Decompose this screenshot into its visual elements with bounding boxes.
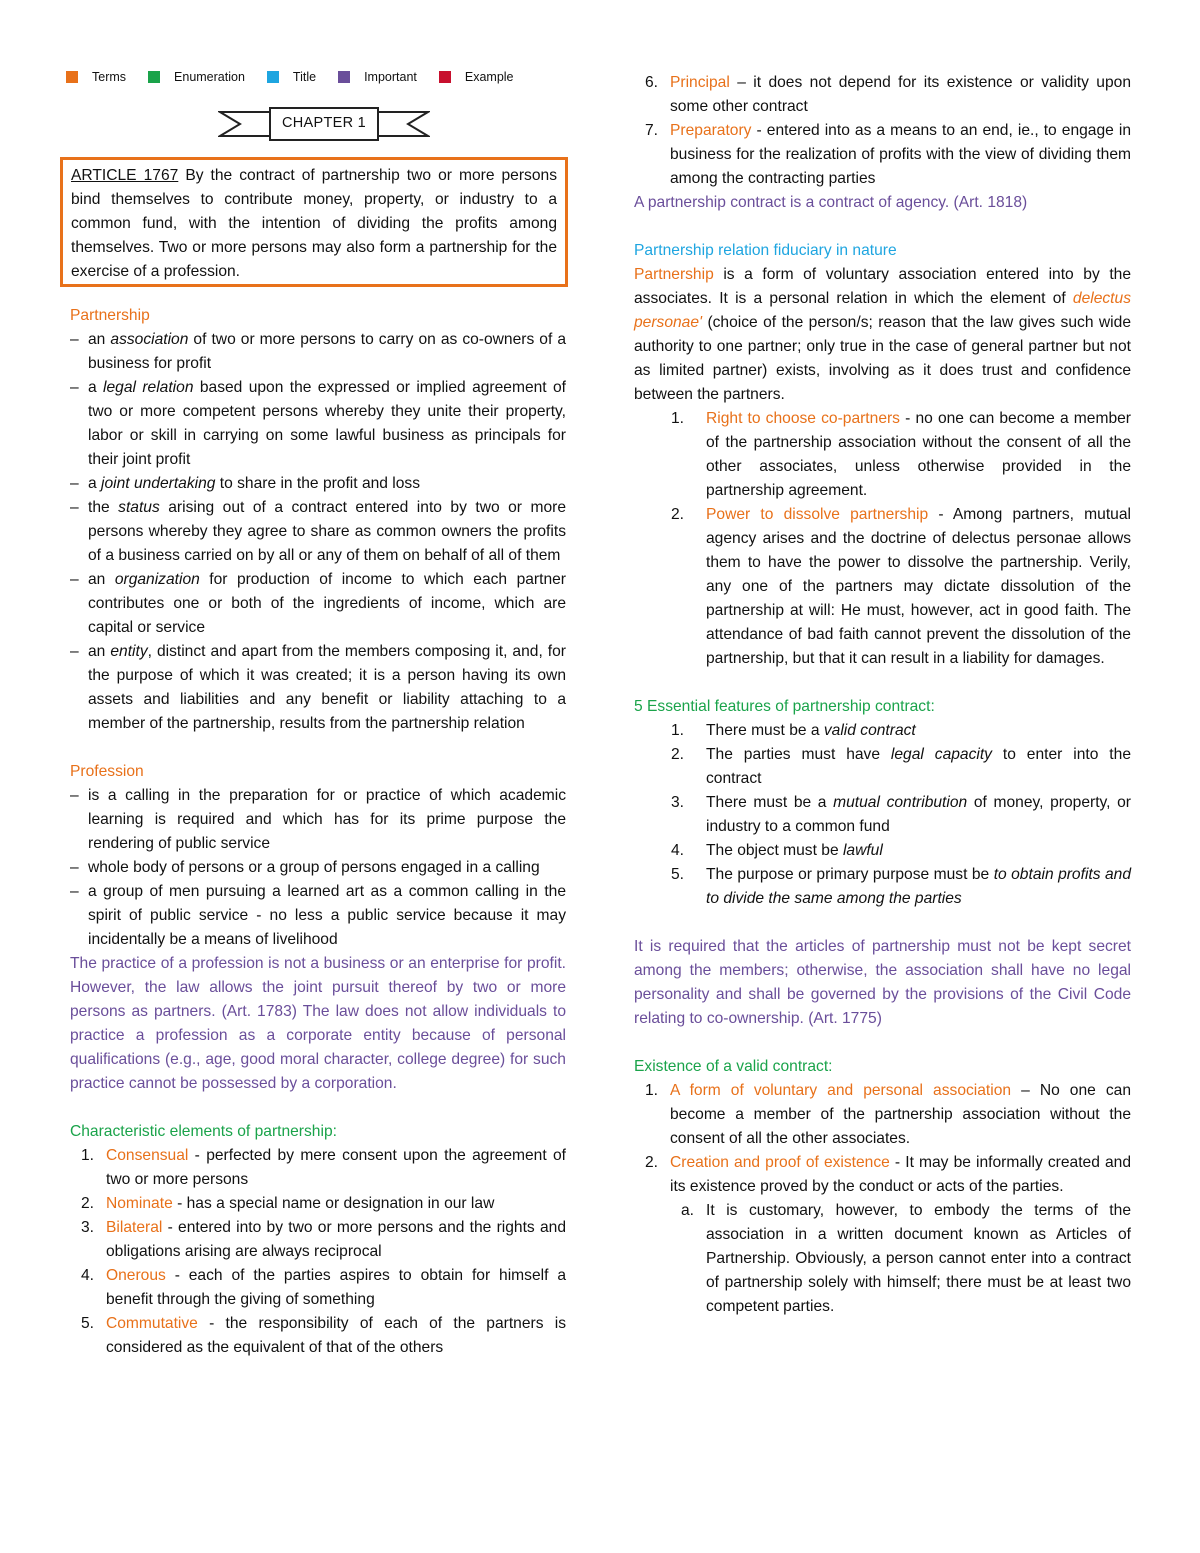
- agency-note: A partnership contract is a contract of agency. (Art. 1818): [634, 194, 1028, 211]
- list-item: 4. Onerous - each of the parties aspires to obtain for himself a benefit through the giving of something: [80, 1267, 566, 1308]
- legend-swatch-important: [338, 71, 350, 83]
- essentials-heading: 5 Essential features of partnership contract:: [634, 698, 935, 715]
- fiduciary-text: Partnership is a form of voluntary association entered into by the associates. It is a personal relation in which the element of delectus personae' (choice of the person/s; reason that the law gives such wide authority to one partner; only true in the case of general partner but not as limited partner) exists, involving as it does trust and confidence between the partners.: [634, 266, 1131, 403]
- legend-swatch-terms: [66, 71, 78, 83]
- list-item: 3. Bilateral - entered into by two or more persons and the rights and obligations arising are always reciprocal: [80, 1219, 566, 1260]
- left-column: [70, 304, 566, 1360]
- profession-heading: Profession: [70, 763, 144, 780]
- legend-title: [267, 70, 316, 84]
- legend-swatch-title: [267, 71, 279, 83]
- article-body: By the contract of partnership two or more persons bind themselves to contribute money, property, or industry to a common fund, with the intention of dividing the profits among themselves. Two or more persons may also form a partnership for the exercise of a profession.: [71, 167, 557, 280]
- legend-terms: [66, 70, 126, 84]
- essentials-note: It is required that the articles of partnership must not be kept secret among the members; otherwise, the association shall have no legal personality and shall be governed by the provisions of the Civil Code relating to co-ownership. (Art. 1775): [634, 938, 1131, 1027]
- list-item: – an organization for production of income to which each partner contributes one or both of the ingredients of income, which are capital or service: [70, 571, 566, 636]
- legend-label: Example: [464, 70, 514, 84]
- legend-swatch-example: [439, 71, 451, 83]
- legend: [66, 70, 536, 84]
- list-item: – whole body of persons or a group of persons engaged in a calling: [70, 859, 540, 876]
- legend-example: [439, 70, 514, 84]
- list-item: 4. The object must be lawful: [670, 842, 883, 859]
- list-item: – is a calling in the preparation for or practice of which academic learning is required and which has for its prime purpose the rendering of public service: [70, 787, 566, 852]
- list-item: 1. A form of voluntary and personal association – No one can become a member of the partnership association without the consent of all the other associates.: [644, 1082, 1131, 1147]
- right-column: [634, 71, 1131, 1319]
- article-text: [71, 164, 557, 284]
- list-item: 1. Consensual - perfected by mere consent upon the agreement of two or more persons: [80, 1147, 566, 1188]
- legend-swatch-enumeration: [148, 71, 160, 83]
- list-item: 1. Right to choose co-partners - no one can become a member of the partnership association without the consent of all the other associates, unless otherwise provided in the partnership agreement.: [670, 410, 1131, 499]
- sub-list-item: a. It is customary, however, to embody the terms of the association in a written document known as Articles of Partnership. Obviously, a person cannot enter into a contract of partnership solely with himself; there must be at least two competent parties.: [680, 1202, 1131, 1315]
- list-item: 2. Nominate - has a special name or designation in our law: [80, 1195, 495, 1212]
- chapter-title: CHAPTER 1: [281, 115, 367, 131]
- chapter-banner: [218, 106, 430, 142]
- list-item: 5. The purpose or primary purpose must be to obtain profits and to divide the same among the parties: [670, 866, 1131, 907]
- partnership-heading: Partnership: [70, 307, 150, 324]
- list-item: – an association of two or more persons to carry on as co-owners of a business for profit: [70, 331, 566, 372]
- existence-heading: Existence of a valid contract:: [634, 1058, 833, 1075]
- list-item: 2. The parties must have legal capacity to enter into the contract: [670, 746, 1131, 787]
- legend-label: Enumeration: [174, 70, 245, 84]
- legend-enumeration: [148, 70, 245, 84]
- legend-label: Terms: [92, 70, 127, 84]
- list-item: 2. Creation and proof of existence - It may be informally created and its existence proved by the conduct or acts of the parties.: [644, 1154, 1131, 1195]
- characteristics-heading: Characteristic elements of partnership:: [70, 1123, 337, 1140]
- list-item: – a group of men pursuing a learned art as a common calling in the spirit of public service - no less a public service because it may incidentally be a means of livelihood: [70, 883, 566, 948]
- list-item: – an entity, distinct and apart from the members composing it, and, for the purpose of which it was created; it is a person having its own assets and liabilities and any benefit or liability attaching to a member of the partnership, results from the partnership relation: [70, 643, 566, 732]
- legend-label: Important: [364, 70, 417, 84]
- article-ref: ARTICLE 1767: [71, 167, 179, 184]
- list-item: 1. There must be a valid contract: [670, 722, 916, 739]
- list-item: 5. Commutative - the responsibility of each of the partners is considered as the equivalent of that of the others: [80, 1315, 566, 1356]
- legend-important: [338, 70, 417, 84]
- list-item: 7. Preparatory - entered into as a means to an end, ie., to engage in business for the realization of profits with the view of dividing them among the contracting parties: [644, 122, 1131, 187]
- list-item: 3. There must be a mutual contribution of money, property, or industry to a common fund: [670, 794, 1132, 835]
- article-box: [60, 157, 568, 287]
- list-item: – a joint undertaking to share in the profit and loss: [70, 475, 421, 492]
- list-item: 6. Principal – it does not depend for its existence or validity upon some other contract: [644, 74, 1131, 115]
- list-item: – a legal relation based upon the expressed or implied agreement of two or more competent persons whereby they unite their property, labor or skill in carrying on some lawful business as principals for their joint profit: [70, 379, 566, 468]
- list-item: 2. Power to dissolve partnership - Among partners, mutual agency arises and the doctrine of delectus personae allows them to have the power to dissolve the partnership. Verily, any one of the partners may dictate dissolution of the partnership at will: He must, however, act in good faith. The attendance of bad faith cannot prevent the dissolution of the partnership, but that it can result in a liability for damages.: [670, 506, 1131, 667]
- list-item: – the status arising out of a contract entered into by two or more persons whereby they agree to share as common owners the profits of a business carried on by all or any of them on behalf of all of them: [70, 499, 567, 564]
- legend-label: Title: [292, 70, 317, 84]
- fiduciary-heading: Partnership relation fiduciary in nature: [634, 242, 897, 259]
- profession-note: The practice of a profession is not a business or an enterprise for profit. However, the law allows the joint pursuit thereof by two or more persons as partners. (Art. 1783) The law does not allow individuals to practice a profession as a corporate entity because of personal qualifications (e.g., age, good moral character, college degree) for such practice cannot be possessed by a corporation.: [70, 955, 566, 1092]
